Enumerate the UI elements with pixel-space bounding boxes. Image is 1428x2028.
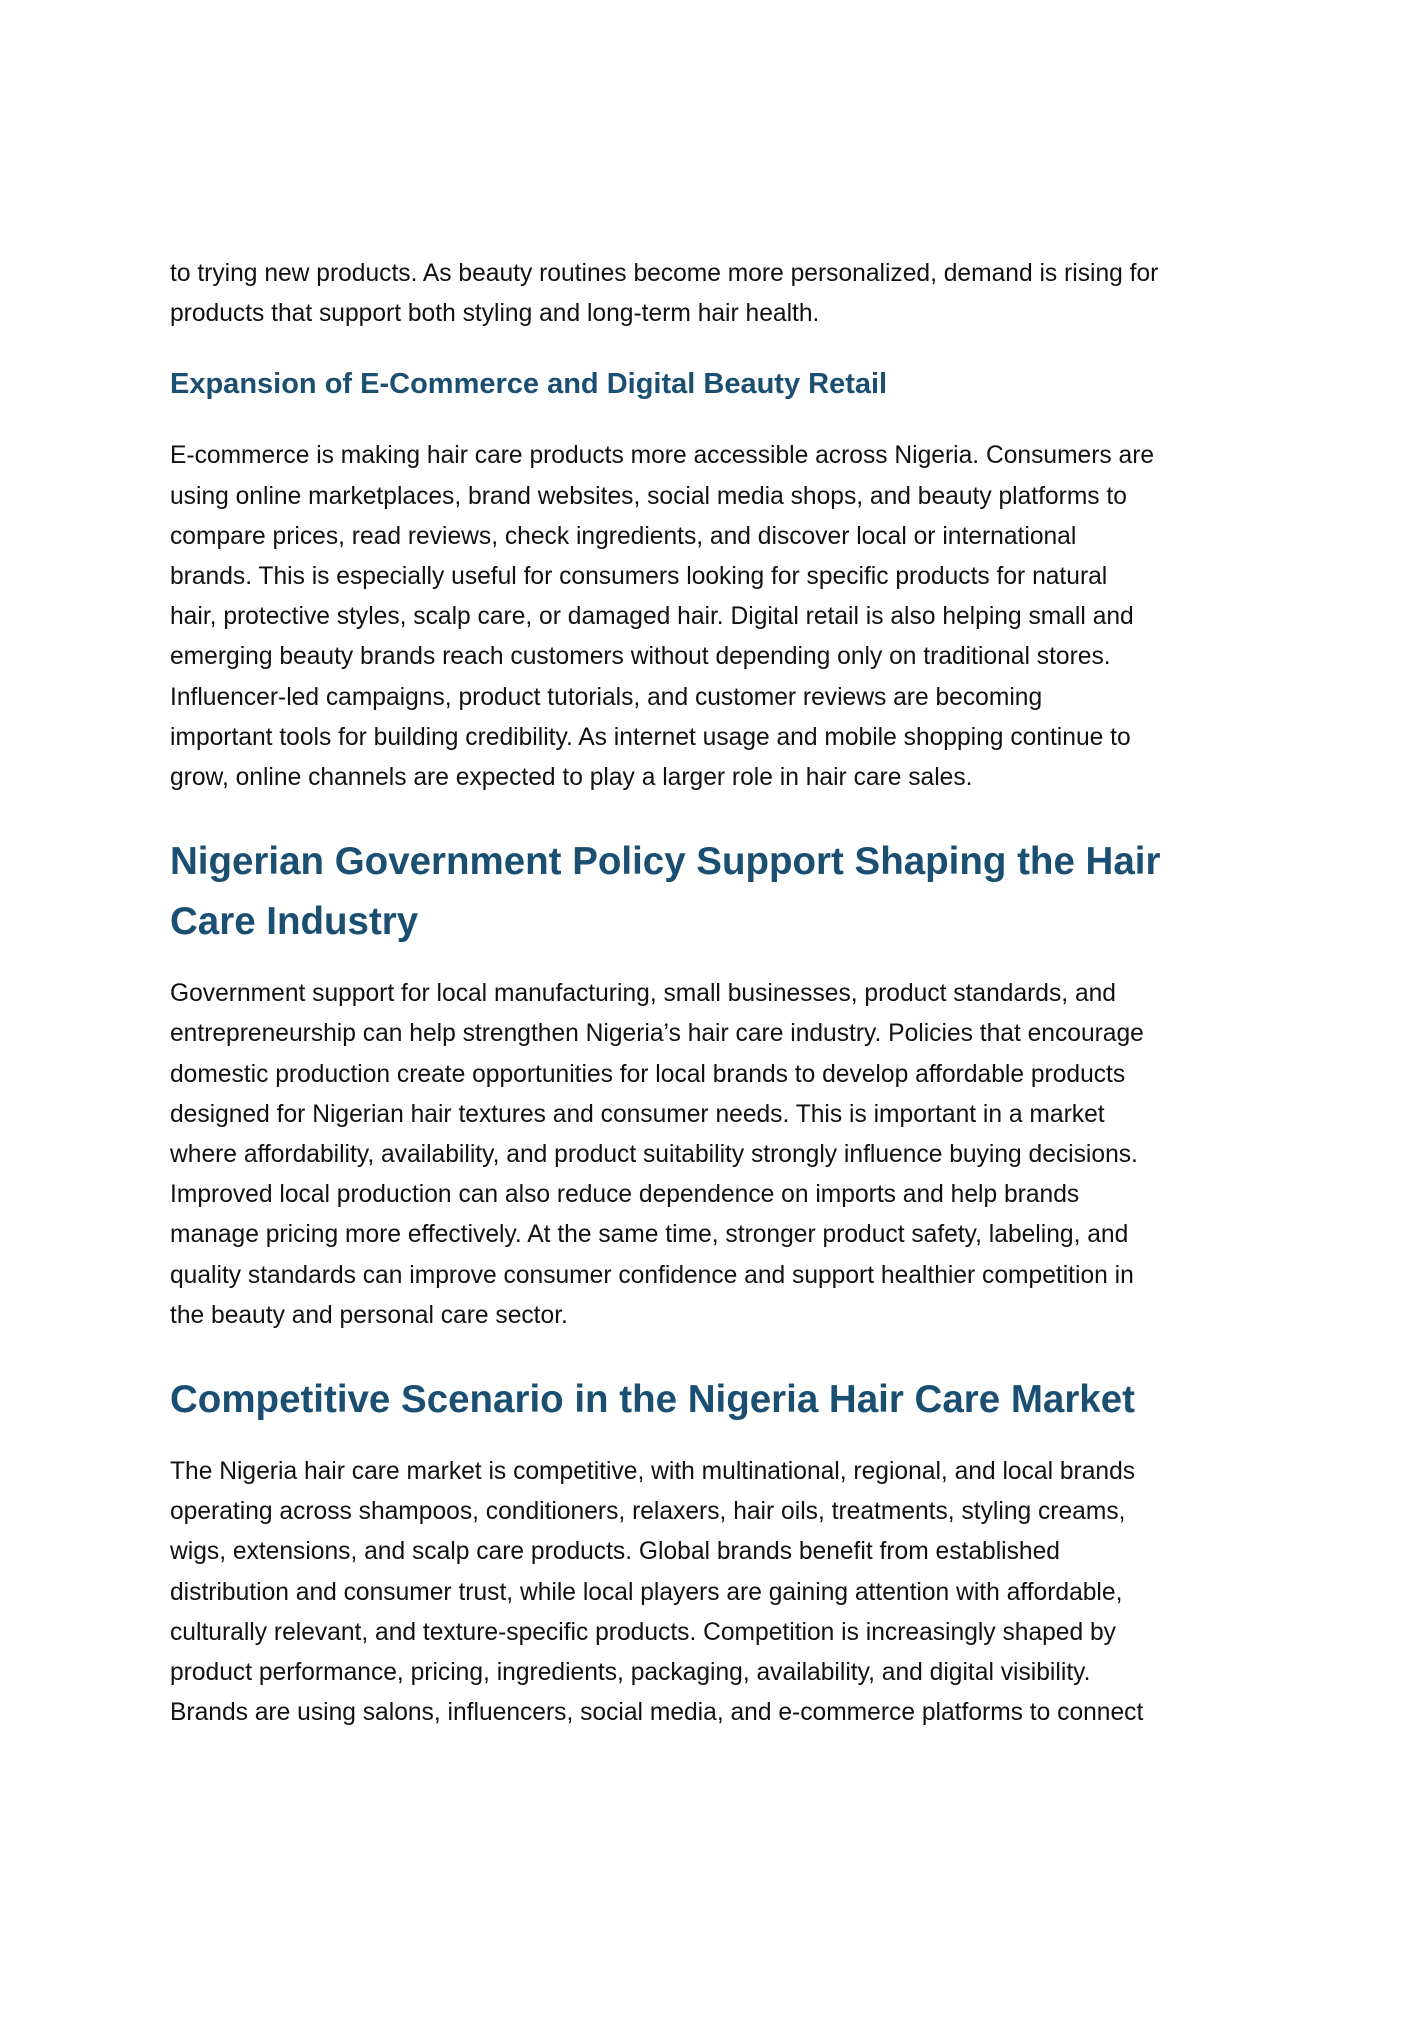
text-line: the beauty and personal care sector. [170, 1301, 568, 1329]
text-line: Influencer-led campaigns, product tutorials, and customer reviews are becoming [170, 683, 1043, 711]
text-line: entrepreneurship can help strengthen Nigeria’s hair care industry. Policies that encourage [170, 1020, 1144, 1048]
policy-paragraph [170, 974, 1280, 1336]
text-line: to trying new products. As beauty routines become more personalized, demand is rising for [170, 260, 1159, 287]
text-line: emerging beauty brands reach customers without depending only on traditional stores. [170, 643, 1111, 671]
text-line: compare prices, read reviews, check ingredients, and discover local or international [170, 522, 1077, 550]
competitive-paragraph [170, 1452, 1280, 1733]
heading-line: Care Industry [170, 900, 419, 944]
intro-paragraph [170, 254, 1280, 334]
text-line: Government support for local manufacturing, small businesses, product standards, and [170, 980, 1116, 1008]
text-line: Improved local production can also reduce dependence on imports and help brands [170, 1181, 1080, 1209]
document-page [170, 254, 1280, 1733]
text-line: hair, protective styles, scalp care, or damaged hair. Digital retail is also helping small and [170, 603, 1134, 631]
text-line: E-commerce is making hair care products more accessible across Nigeria. Consumers are [170, 442, 1155, 470]
text-line: brands. This is especially useful for consumers looking for specific products for natural [170, 563, 1108, 591]
text-line: product performance, pricing, ingredients, packaging, availability, and digital visibility. [170, 1659, 1091, 1687]
text-line: culturally relevant, and texture-specific products. Competition is increasingly shaped by [170, 1618, 1116, 1646]
text-line: wigs, extensions, and scalp care products. Global brands benefit from established [170, 1538, 1060, 1566]
text-line: products that support both styling and long-term hair health. [170, 300, 820, 328]
heading-line: Nigerian Government Policy Support Shaping the Hair [170, 840, 1161, 884]
competitive-heading: Competitive Scenario in the Nigeria Hair Care Market [170, 1378, 1135, 1422]
text-line: where affordability, availability, and product suitability strongly influence buying decisions. [170, 1141, 1138, 1169]
text-line: Brands are using salons, influencers, social media, and e-commerce platforms to connect [170, 1699, 1144, 1727]
text-line: operating across shampoos, conditioners, relaxers, hair oils, treatments, styling creams, [170, 1498, 1126, 1526]
text-line: distribution and consumer trust, while local players are gaining attention with affordable, [170, 1578, 1123, 1606]
ecommerce-subheading: Expansion of E-Commerce and Digital Beauty Retail [170, 368, 888, 401]
text-line: manage pricing more effectively. At the same time, stronger product safety, labeling, and [170, 1221, 1129, 1249]
text-line: grow, online channels are expected to play a larger role in hair care sales. [170, 764, 973, 792]
policy-heading [170, 832, 1280, 952]
text-line: designed for Nigerian hair textures and consumer needs. This is important in a market [170, 1100, 1105, 1128]
text-line: quality standards can improve consumer confidence and support healthier competition in [170, 1261, 1134, 1289]
text-line: The Nigeria hair care market is competitive, with multinational, regional, and local brands [170, 1458, 1136, 1486]
ecommerce-paragraph [170, 436, 1280, 798]
text-line: important tools for building credibility. As internet usage and mobile shopping continue to [170, 723, 1131, 751]
text-line: domestic production create opportunities for local brands to develop affordable products [170, 1060, 1126, 1088]
text-line: using online marketplaces, brand websites, social media shops, and beauty platforms to [170, 482, 1127, 510]
